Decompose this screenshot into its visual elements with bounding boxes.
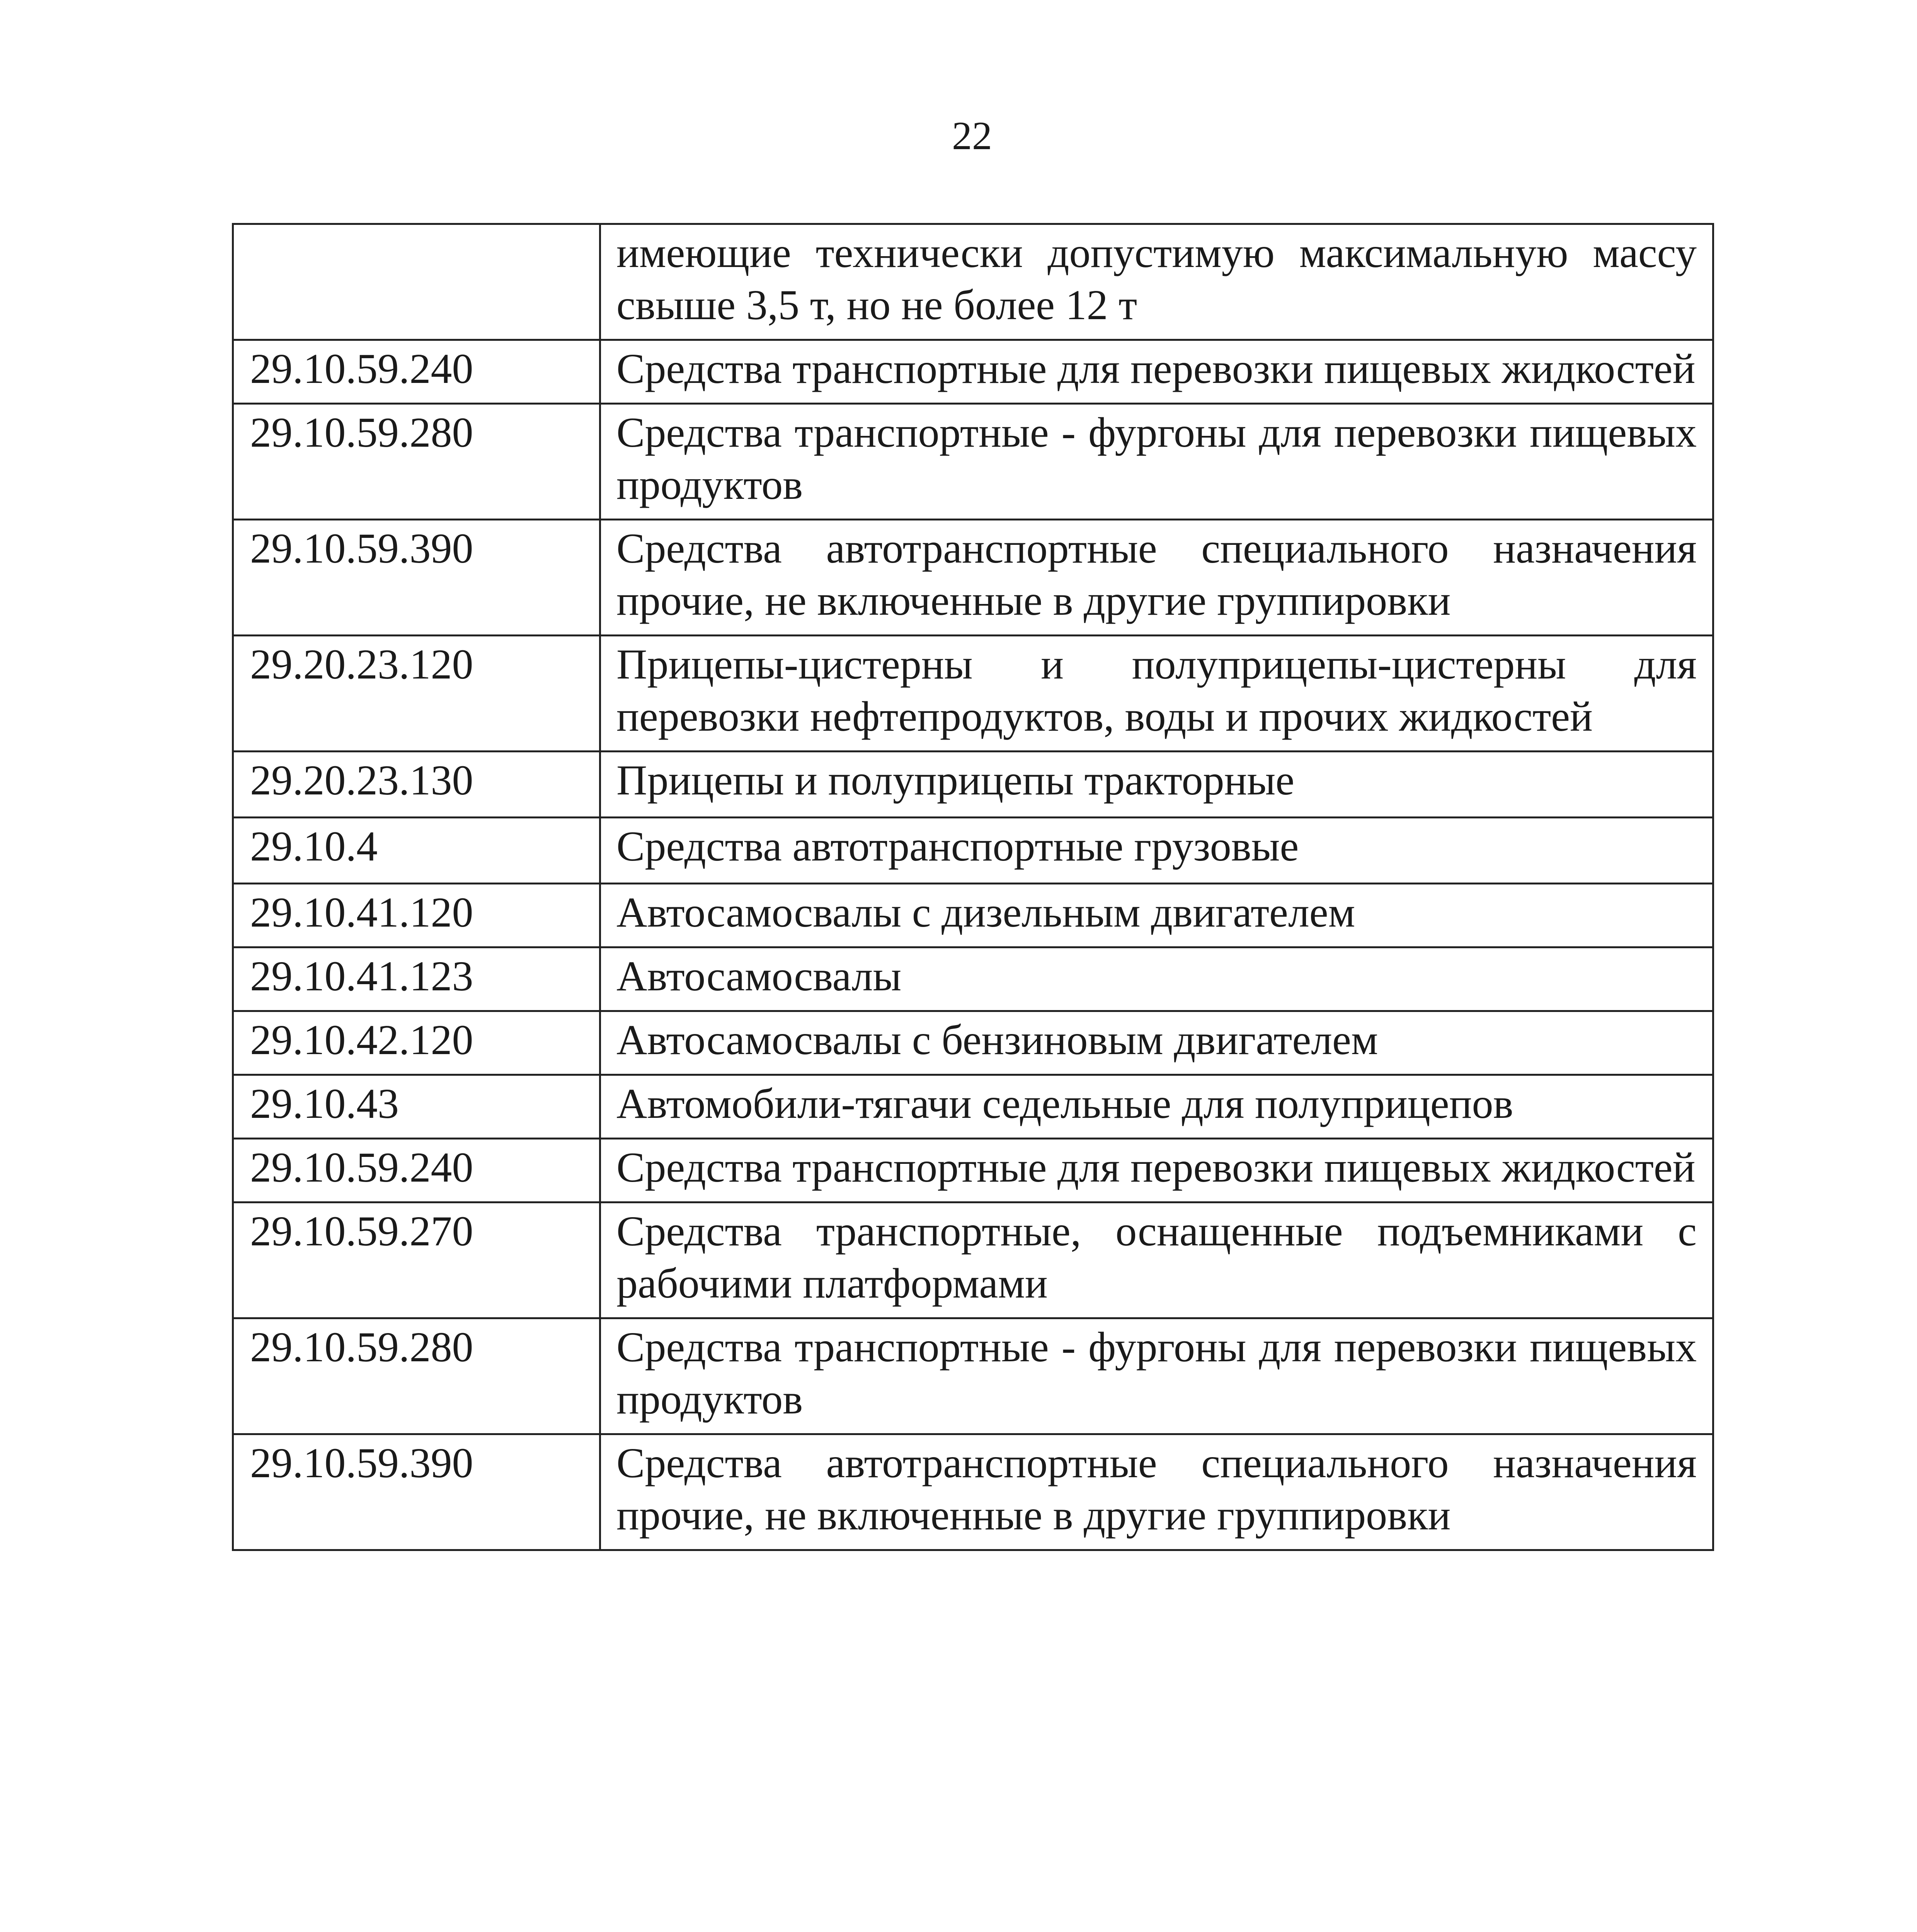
row-description: Средства транспортные - фургоны для перевозки пищевых продуктов [600,404,1713,520]
table-row [233,404,1713,520]
table-row [233,947,1713,1011]
table-row [233,752,1713,818]
classification-table [232,223,1714,1551]
table-row [233,818,1713,884]
row-description: Средства транспортные - фургоны для перевозки пищевых продуктов [600,1318,1713,1434]
row-code: 29.10.59.240 [233,1139,600,1202]
row-code [233,224,600,340]
page-number: 22 [952,114,992,158]
row-description: Прицепы-цистерны и полуприцепы-цистерны для перевозки нефтепродуктов, воды и прочих жидкостей [600,636,1713,752]
table-row [233,1139,1713,1202]
row-code: 29.10.59.240 [233,340,600,404]
row-code: 29.10.59.390 [233,1434,600,1550]
row-description: Средства транспортные для перевозки пищевых жидкостей [600,340,1713,404]
row-description: Прицепы и полуприцепы тракторные [600,752,1713,818]
row-code: 29.10.59.390 [233,520,600,636]
row-description: Автосамосвалы [600,947,1713,1011]
row-description: Средства автотранспортные специального назначения прочие, не включенные в другие группировки [600,1434,1713,1550]
row-code: 29.10.4 [233,818,600,884]
row-description: Автосамосвалы с дизельным двигателем [600,884,1713,947]
table-row [233,1011,1713,1075]
row-description: Автосамосвалы с бензиновым двигателем [600,1011,1713,1075]
table-row [233,1318,1713,1434]
table-row [233,224,1713,340]
table-row [233,520,1713,636]
row-code: 29.10.41.120 [233,884,600,947]
row-code: 29.10.59.270 [233,1202,600,1318]
row-code: 29.10.59.280 [233,1318,600,1434]
row-description: Средства автотранспортные грузовые [600,818,1713,884]
table-row [233,1434,1713,1550]
row-description: Автомобили-тягачи седельные для полуприцепов [600,1075,1713,1139]
row-code: 29.10.42.120 [233,1011,600,1075]
table-row [233,884,1713,947]
table-row [233,1202,1713,1318]
row-code: 29.10.43 [233,1075,600,1139]
table-row [233,340,1713,404]
row-description: Средства транспортные, оснащенные подъемниками с рабочими платформами [600,1202,1713,1318]
row-code: 29.10.59.280 [233,404,600,520]
row-code: 29.20.23.130 [233,752,600,818]
row-code: 29.20.23.120 [233,636,600,752]
row-description: Средства автотранспортные специального назначения прочие, не включенные в другие группировки [600,520,1713,636]
row-description: Средства транспортные для перевозки пищевых жидкостей [600,1139,1713,1202]
table-row [233,636,1713,752]
row-description: имеющие технически допустимую максимальную массу свыше 3,5 т, но не более 12 т [600,224,1713,340]
table-row [233,1075,1713,1139]
row-code: 29.10.41.123 [233,947,600,1011]
